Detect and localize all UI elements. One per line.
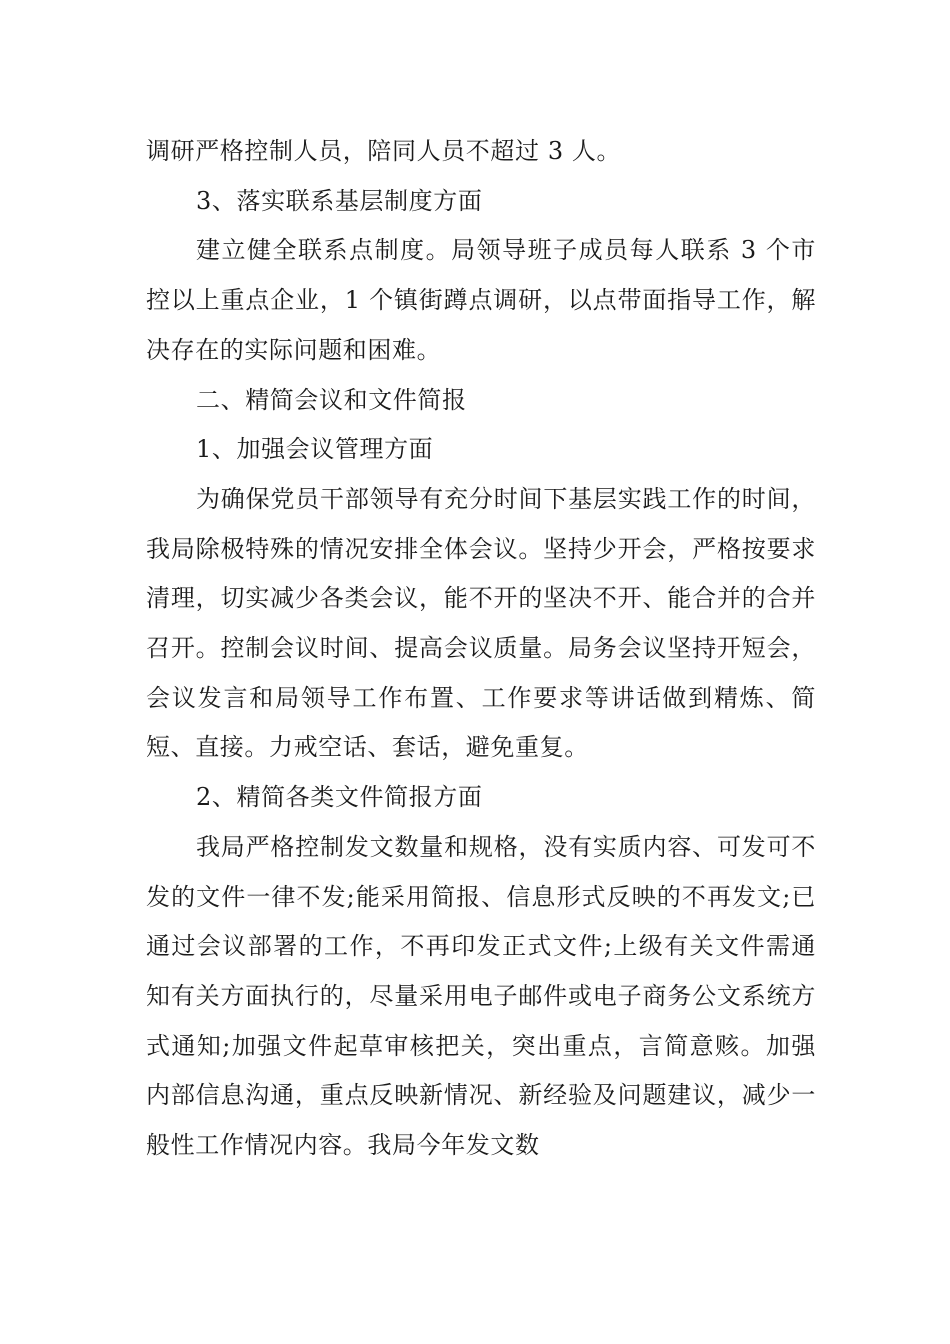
body-text: [146, 127, 816, 1171]
heading-3-grassroots-contact: 3、落实联系基层制度方面: [196, 186, 483, 215]
paragraph-documents: 我局严格控制发文数量和规格，没有实质内容、可发可不发的文件一律不发;能采用简报、信息形式反映的不再发文;已通过会议部署的工作，不再印发正式文件;上级有关文件需通知有关方面执行的，尽量采用电子邮件或电子商务公文系统方式通知;加强文件起草审核把关，突出重点，言简意赅。加强内部信息沟通，重点反映新情况、新经验及问题建议，减少一般性工作情况内容。我局今年发文数: [146, 832, 816, 1160]
heading-section-two: 二、精简会议和文件简报: [196, 385, 467, 414]
paragraph-contact-points: 建立健全联系点制度。局领导班子成员每人联系 3 个市控以上重点企业，1 个镇街蹲点调研，以点带面指导工作，解决存在的实际问题和困难。: [146, 236, 816, 364]
heading-2-documents: 2、精简各类文件简报方面: [196, 783, 483, 812]
paragraph-meetings: 为确保党员干部领导有充分时间下基层实践工作的时间，我局除极特殊的情况安排全体会议。坚持少开会，严格按要求清理，切实减少各类会议，能不开的坚决不开、能合并的合并召开。控制会议时间、提高会议质量。局务会议坚持开短会，会议发言和局领导工作布置、工作要求等讲话做到精炼、简短、直接。力戒空话、套话，避免重复。: [146, 484, 816, 762]
paragraph-1: 调研严格控制人员，陪同人员不超过 3 人。: [146, 137, 622, 165]
heading-1-meeting-management: 1、加强会议管理方面: [196, 435, 434, 464]
